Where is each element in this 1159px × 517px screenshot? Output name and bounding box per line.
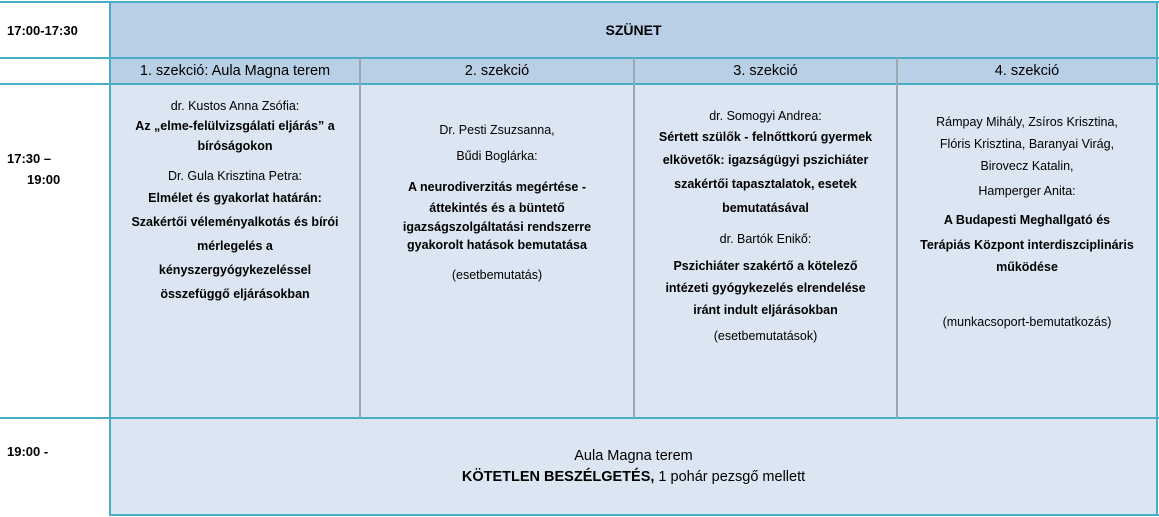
s1-title-2-line-3: mérlegelés a <box>197 239 273 253</box>
time-pause-label: 17:00-17:30 <box>7 22 78 38</box>
vline-0 <box>109 1 111 516</box>
s3-title-1-line-2: elkövetők: igazságügyi pszichiáter <box>662 153 869 167</box>
final-bold: KÖTETLEN BESZÉLGETÉS, <box>461 468 655 485</box>
section-1-content <box>110 84 360 418</box>
s3-speaker-2: dr. Bartók Enikő: <box>719 232 812 246</box>
s2-title-line-1: A neurodiverzitás megértése - <box>407 180 587 194</box>
s1-title-1-line-1: Az „elme-felülvizsgálati eljárás” a <box>135 119 335 133</box>
time-pause <box>0 2 110 58</box>
s4-speakers-line-2: Flóris Krisztina, Baranyai Virág, <box>939 137 1115 151</box>
section-4-content <box>897 84 1157 418</box>
s4-speakers-line-3: Birovecz Katalin, <box>980 159 1074 173</box>
s3-title-1-line-1: Sértett szülők - felnőttkorú gyermek <box>658 130 873 144</box>
s3-title-1-line-3: szakértői tapasztalatok, esetek <box>674 177 857 191</box>
pause-label: SZÜNET <box>605 22 662 38</box>
s1-title-2-line-5: összefüggő eljárásokban <box>160 287 310 301</box>
s1-speaker-1: dr. Kustos Anna Zsófia: <box>170 99 300 113</box>
s4-speakers-line-1: Rámpay Mihály, Zsíros Krisztina, <box>936 115 1118 129</box>
s1-speaker-2: Dr. Gula Krisztina Petra: <box>167 169 303 183</box>
hline-2 <box>0 83 1159 85</box>
s3-speaker-1: dr. Somogyi Andrea: <box>709 109 822 123</box>
hline-3 <box>0 417 1159 419</box>
section-3-content <box>634 84 897 418</box>
s3-title-2-line-3: iránt indult eljárásokban <box>693 303 838 317</box>
s4-speakers-line-4: Hamperger Anita: <box>978 184 1076 198</box>
time-sessions-end: 19:00 <box>27 172 61 187</box>
final-rest: 1 pohár pezsgő mellett <box>654 468 806 485</box>
pause-cell <box>110 2 1157 58</box>
s1-title-2-line-1: Elmélet és gyakorlat határán: <box>148 191 322 205</box>
s2-speaker-2: Bűdi Boglárka: <box>456 149 538 163</box>
s4-title-line-2: Terápiás Központ interdiszciplináris <box>920 238 1134 252</box>
vline-3 <box>896 58 898 418</box>
s4-title-line-1: A Budapesti Meghallgató és <box>943 213 1111 227</box>
s2-title-line-3: igazságszolgáltatási rendszerre <box>402 220 592 234</box>
s2-speaker-1: Dr. Pesti Zsuzsanna, <box>439 123 555 137</box>
s2-note: (esetbemutatás) <box>451 268 543 282</box>
s1-title-2-line-2: Szakértői véleményalkotás és bírói <box>131 215 339 229</box>
section-header-1 <box>110 58 360 84</box>
section-header-4-label: 4. szekció <box>994 63 1060 79</box>
vline-right <box>1156 1 1158 516</box>
time-final <box>0 418 110 515</box>
section-header-1-label: 1. szekció: Aula Magna terem <box>139 63 331 79</box>
s3-title-2-line-1: Pszichiáter szakértő a kötelező <box>673 259 858 273</box>
s4-note: (munkacsoport-bemutatkozás) <box>942 315 1112 329</box>
section-header-3 <box>634 58 897 84</box>
s2-title-line-2: áttekintés és a büntető <box>429 201 565 215</box>
time-sessions-start: 17:30 – <box>7 151 52 166</box>
s3-note: (esetbemutatások) <box>713 329 818 343</box>
vline-1 <box>359 58 361 418</box>
final-line <box>462 467 805 488</box>
s4-title-line-3: működése <box>996 260 1058 274</box>
section-header-3-label: 3. szekció <box>733 63 798 79</box>
time-empty <box>0 58 110 84</box>
s1-title-1-line-2: bíróságokon <box>197 139 273 153</box>
s3-title-1-line-4: bemutatásával <box>722 201 809 215</box>
final-cell <box>110 418 1157 515</box>
s2-title-line-4: gyakorolt hatások bemutatása <box>407 238 587 252</box>
hline-1 <box>0 57 1159 59</box>
hline-bottom <box>109 514 1159 516</box>
section-header-4 <box>897 58 1157 84</box>
s1-title-2-line-4: kényszergyógykezeléssel <box>158 263 312 277</box>
hline-top <box>0 1 1159 3</box>
section-2-content <box>360 84 634 418</box>
section-header-2 <box>360 58 634 84</box>
final-place: Aula Magna terem <box>574 447 693 464</box>
s3-title-2-line-2: intézeti gyógykezelés elrendelése <box>665 281 866 295</box>
time-sessions <box>0 84 110 418</box>
section-header-2-label: 2. szekció <box>464 63 530 79</box>
time-final-label: 19:00 - <box>7 444 49 459</box>
vline-2 <box>633 58 635 418</box>
